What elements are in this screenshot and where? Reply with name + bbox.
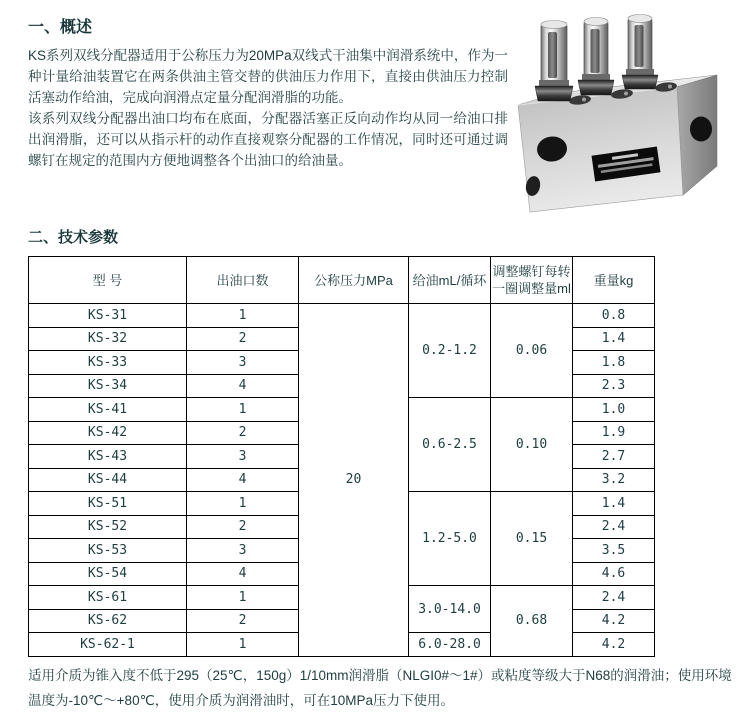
table-cell: KS-31 (29, 304, 187, 328)
table-cell: 2.4 (573, 586, 655, 610)
table-cell: 1.0 (573, 398, 655, 422)
table-cell: 1 (187, 398, 299, 422)
table-cell: 1 (187, 304, 299, 328)
ks-distributor-image (505, 8, 742, 215)
table-cell: 3.5 (573, 539, 655, 563)
table-cell: 2 (187, 515, 299, 539)
specs-section (28, 226, 655, 657)
table-cell: KS-32 (29, 327, 187, 351)
table-cell: KS-44 (29, 468, 187, 492)
overview-paragraph-1: KS系列双线分配器适用于公称压力为20MPa双线式干油集中润滑系统中，作为一种计量给油装置它在两条供油主管交替的供油压力作用下，直接由供油压力控制活塞动作给油，完成向润滑点定量分配润滑脂的功能。 (28, 48, 508, 105)
table-cell: 1.4 (573, 492, 655, 516)
overview-paragraph-2: 该系列双线分配器出油口均布在底面，分配器活塞正反向动作均从同一给油口排出润滑脂，还可以从指示杆的动作直接观察分配器的工作情况，同时还可通过调螺钉在规定的范围内方便地调整各个出油口的给油量。 (28, 111, 508, 168)
table-cell: KS-42 (29, 421, 187, 445)
table-cell: 1.8 (573, 351, 655, 375)
table-cell: 1.4 (573, 327, 655, 351)
table-cell: 2 (187, 327, 299, 351)
column-header-1: 型 号 (29, 257, 187, 304)
table-cell: 1 (187, 586, 299, 610)
table-cell: 2.7 (573, 445, 655, 469)
column-header-3: 公称压力MPa (299, 257, 409, 304)
product-photo (505, 8, 742, 215)
table-cell: 4.2 (573, 609, 655, 633)
table-cell: 3 (187, 351, 299, 375)
table-cell: KS-33 (29, 351, 187, 375)
table-cell: 4.2 (573, 633, 655, 657)
table-cell: KS-34 (29, 374, 187, 398)
indicator-pin-2 (578, 18, 614, 96)
column-header-4: 给油mL/循环 (409, 257, 491, 304)
table-cell: 3 (187, 445, 299, 469)
table-cell: KS-53 (29, 539, 187, 563)
table-cell: 1 (187, 492, 299, 516)
table-cell: 0.2-1.2 (409, 304, 491, 398)
table-cell: 4 (187, 562, 299, 586)
column-header-6: 重量kg (573, 257, 655, 304)
indicator-pin-1 (535, 21, 573, 102)
table-cell: 0.68 (491, 586, 573, 657)
table-cell: KS-54 (29, 562, 187, 586)
table-cell: KS-62 (29, 609, 187, 633)
table-cell: 4 (187, 468, 299, 492)
table-cell: 20 (299, 304, 409, 657)
table-cell: 2.4 (573, 515, 655, 539)
overview-section (28, 14, 508, 171)
table-cell: 1.9 (573, 421, 655, 445)
table-cell: 0.8 (573, 304, 655, 328)
table-cell: 0.6-2.5 (409, 398, 491, 492)
table-cell: 3 (187, 539, 299, 563)
table-cell: 1 (187, 633, 299, 657)
indicator-pin-3 (622, 15, 658, 90)
table-cell: KS-41 (29, 398, 187, 422)
table-cell: 2 (187, 421, 299, 445)
table-cell: 4 (187, 374, 299, 398)
table-cell: 6.0-28.0 (409, 633, 491, 657)
table-cell: KS-43 (29, 445, 187, 469)
column-header-5: 调整螺钉每转一圈调整量ml (491, 257, 573, 304)
table-cell: 0.15 (491, 492, 573, 586)
table-cell: 0.10 (491, 398, 573, 492)
table-cell: KS-62-1 (29, 633, 187, 657)
table-cell: KS-61 (29, 586, 187, 610)
table-cell: 2 (187, 609, 299, 633)
table-cell: 0.06 (491, 304, 573, 398)
table-cell: 3.2 (573, 468, 655, 492)
overview-heading: 一、概述 (28, 19, 93, 36)
table-cell: 3.0-14.0 (409, 586, 491, 633)
table-cell: 2.3 (573, 374, 655, 398)
table-cell: KS-52 (29, 515, 187, 539)
header-row (29, 257, 655, 304)
table-row (29, 304, 655, 328)
table-cell: 1.2-5.0 (409, 492, 491, 586)
table-cell: 4.6 (573, 562, 655, 586)
column-header-2: 出油口数 (187, 257, 299, 304)
specs-heading: 二、技术参数 (28, 229, 119, 246)
usage-note: 适用介质为锥入度不低于295（25℃，150g）1/10mm润滑脂（NLGI0#～1#）或粘度等级大于N68的润滑油；使用环境温度为-10℃～+80℃，使用介质为润滑油时，可在10MPa压力下使用。 (28, 668, 732, 708)
table-cell: KS-51 (29, 492, 187, 516)
specs-table (28, 256, 655, 657)
